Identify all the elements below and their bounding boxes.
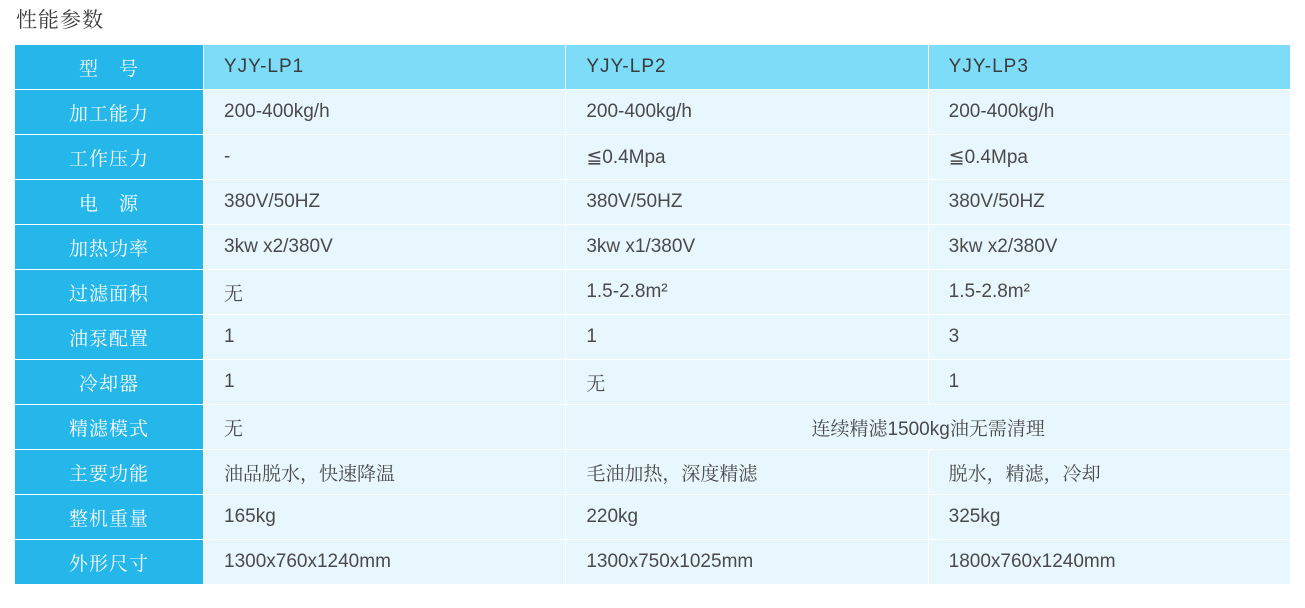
row-cell: 无 bbox=[566, 360, 928, 405]
row-cell: 200-400kg/h bbox=[204, 90, 566, 135]
row-cell: 1 bbox=[204, 360, 566, 405]
column-header-lp2: YJY-LP2 bbox=[566, 45, 928, 90]
table-row bbox=[15, 315, 1291, 360]
table-row bbox=[15, 225, 1291, 270]
row-cell: 220kg bbox=[566, 495, 928, 540]
row-cell: 1.5-2.8m² bbox=[566, 270, 928, 315]
table-row bbox=[15, 270, 1291, 315]
table-row bbox=[15, 135, 1291, 180]
row-cell: 380V/50HZ bbox=[566, 180, 928, 225]
row-cell: 3kw x1/380V bbox=[566, 225, 928, 270]
row-cell: 3kw x2/380V bbox=[204, 225, 566, 270]
row-cell-merged: 连续精滤1500kg油无需清理 bbox=[566, 405, 1291, 450]
row-label: 工作压力 bbox=[15, 135, 204, 180]
row-label: 加工能力 bbox=[15, 90, 204, 135]
column-header-model: 型 号 bbox=[15, 45, 204, 90]
table-row bbox=[15, 540, 1291, 585]
page-title: 性能参数 bbox=[16, 9, 104, 32]
row-cell: ≦0.4Mpa bbox=[566, 135, 928, 180]
row-cell: 1300x750x1025mm bbox=[566, 540, 928, 585]
table-row bbox=[15, 495, 1291, 540]
column-header-lp3: YJY-LP3 bbox=[928, 45, 1290, 90]
row-cell: 脱水，精滤，冷却 bbox=[928, 450, 1290, 495]
table-row bbox=[15, 405, 1291, 450]
row-label: 加热功率 bbox=[15, 225, 204, 270]
row-cell: 1 bbox=[566, 315, 928, 360]
table-header-row bbox=[15, 45, 1291, 90]
row-cell: 1 bbox=[928, 360, 1290, 405]
row-cell: 1300x760x1240mm bbox=[204, 540, 566, 585]
row-label: 电 源 bbox=[15, 180, 204, 225]
table-row bbox=[15, 180, 1291, 225]
row-cell: 1800x760x1240mm bbox=[928, 540, 1290, 585]
row-label: 冷却器 bbox=[15, 360, 204, 405]
table-row bbox=[15, 90, 1291, 135]
specification-table bbox=[14, 44, 1291, 585]
row-label: 整机重量 bbox=[15, 495, 204, 540]
row-cell: - bbox=[204, 135, 566, 180]
row-cell: 3kw x2/380V bbox=[928, 225, 1290, 270]
column-header-lp1: YJY-LP1 bbox=[204, 45, 566, 90]
table-row bbox=[15, 360, 1291, 405]
row-cell: 165kg bbox=[204, 495, 566, 540]
row-cell: 1.5-2.8m² bbox=[928, 270, 1290, 315]
row-cell: 无 bbox=[204, 405, 566, 450]
row-cell: 200-400kg/h bbox=[566, 90, 928, 135]
table-row bbox=[15, 450, 1291, 495]
row-label: 过滤面积 bbox=[15, 270, 204, 315]
row-label: 外形尺寸 bbox=[15, 540, 204, 585]
row-label: 精滤模式 bbox=[15, 405, 204, 450]
row-cell: 200-400kg/h bbox=[928, 90, 1290, 135]
row-label: 主要功能 bbox=[15, 450, 204, 495]
row-label: 油泵配置 bbox=[15, 315, 204, 360]
row-cell: 3 bbox=[928, 315, 1290, 360]
row-cell: ≦0.4Mpa bbox=[928, 135, 1290, 180]
row-cell: 380V/50HZ bbox=[928, 180, 1290, 225]
row-cell: 油品脱水，快速降温 bbox=[204, 450, 566, 495]
row-cell: 380V/50HZ bbox=[204, 180, 566, 225]
row-cell: 毛油加热，深度精滤 bbox=[566, 450, 928, 495]
row-cell: 1 bbox=[204, 315, 566, 360]
row-cell: 无 bbox=[204, 270, 566, 315]
row-cell: 325kg bbox=[928, 495, 1290, 540]
